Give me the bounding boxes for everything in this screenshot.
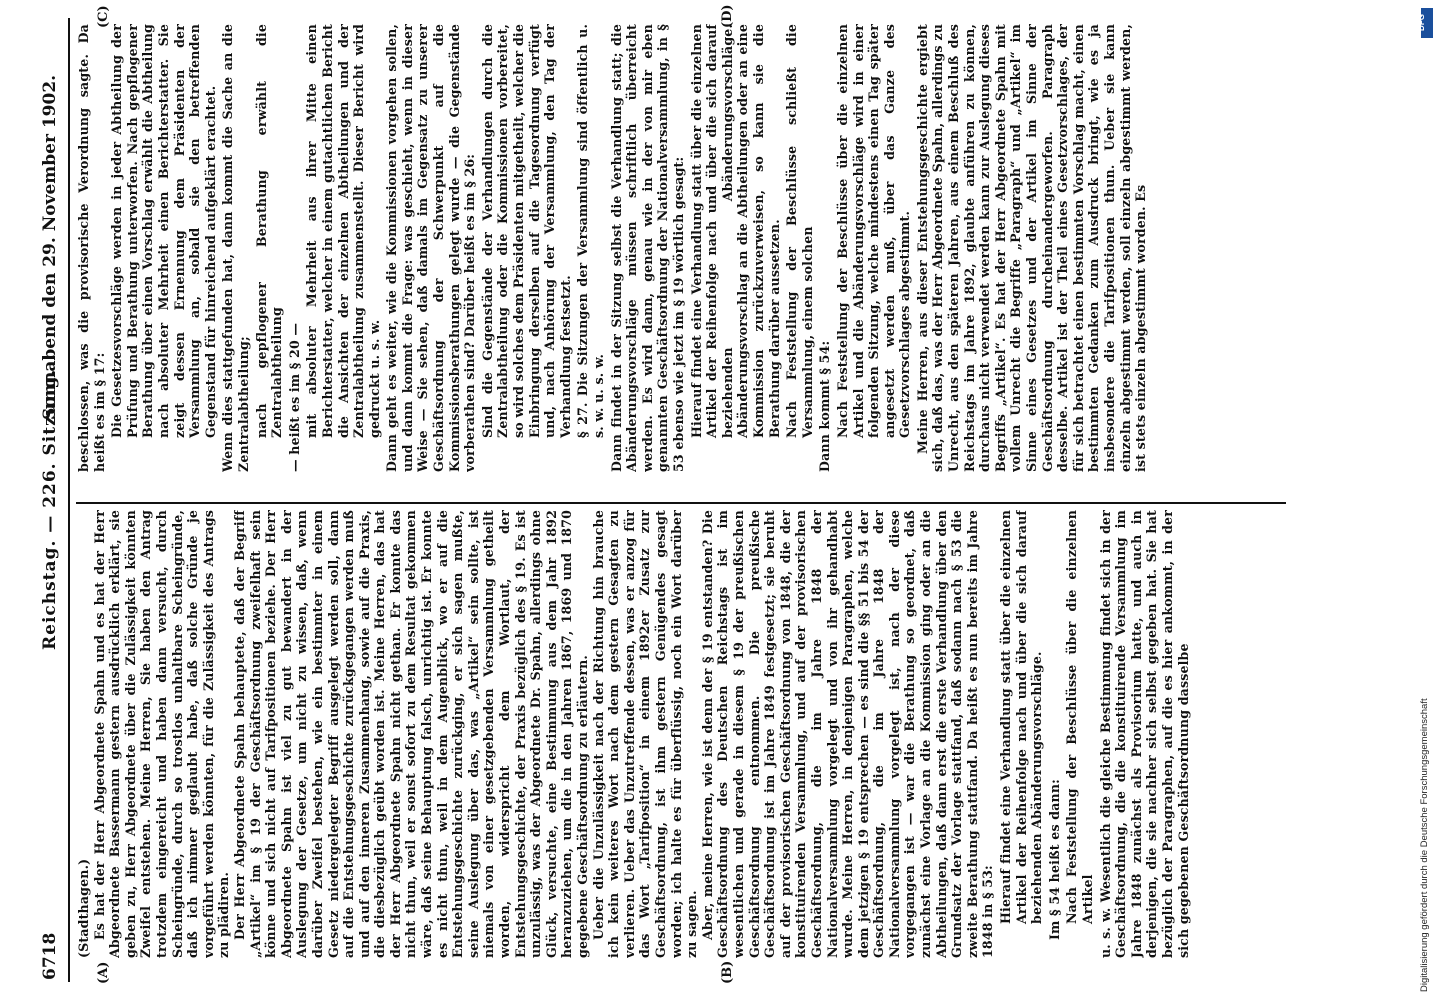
quotation: mit absoluter Mehrheit aus ihrer Mitte einen Berichterstatter, welcher in einem gutachtlichen Bericht die Ansichten der einzelnen Abtheilungen und der Zentralabtheilung zusammenstellt. Dieser Bericht wird gedruckt u. s. w.	[304, 24, 382, 438]
speaker-label: (Stadthagen.)	[76, 858, 91, 958]
margin-marker-a: (A)	[96, 961, 111, 984]
paragraph: Meine Herren, aus dieser Entstehungsgeschichte ergiebt sich, daß das, was der Herr Abgeordnete Spahn, allerdings zu Unrecht, aus den späteren Jahren, aus einem Beschluß des Reichstags im Jahre 1892, glaubte anführen zu können, durchaus nicht verwendet werden kann zur Auslegung dieses Begriffs „Artikel“. Es hat der Herr Abgeordnete Spahn mit vollem Unrecht die Begriffe „Paragraph“ und „Artikel“ im Sinne eines Gesetzes und der Artikel im Sinne der Geschäftsordnung durcheinandergeworfen. Paragraph desselbe. Artikel ist der Theil eines Gesetzvorschlages, der für sich betrachtet einen bestimmten Vorschlag macht, einen bestimmten Gedanken zum Ausdruck bringt, wie es ja insbesondere die Tarifpositionen thun. Ueber sie kann einzeln abgestimmt werden, soll einzeln abgestimmt werden, ist stets einzeln abgestimmt worden. Es	[914, 24, 1149, 472]
paragraph: Dann geht es weiter, wie die Kommissionen vorgehen sollen, und dann kommt die Frage: was geschieht, wenn in dieser Weise — Sie sehen, daß damals im Gegensatz zu unserer Geschäftsordnung der Schwerpunkt auf die Kommissionsberathungen gelegt wurde — die Gegenstände vorberathen sind? Darüber heißt es im § 26:	[384, 24, 478, 472]
quotation: Nach Feststellung der Beschlüsse über die einzelnen Artikel und die Abänderungsvorschläge wird in einer folgenden Sitzung, welche mindestens einen Tag später angesetzt werden muß, über das Ganze des Gesetzvorschlages abgestimmt.	[834, 24, 913, 438]
quotation: Die Gesetzesvorschläge werden in jeder Abtheilung der Prüfung und Berathung unterworfen. Nach gepflogener Berathung über einen Vorschlag erwählt die Abtheilung nach absoluter Mehrheit einen Berichterstatter. Sie zeigt dessen Ernennung dem Präsidenten der Versammlung an, sobald sie den betreffenden Gegenstand für hinreichend aufgeklärt erachtet.	[109, 24, 218, 438]
digitization-credit	[1418, 8, 1432, 992]
quotation: Nach Feststellung der Beschlüsse über die einzelnen Artikel	[1064, 510, 1095, 924]
paragraph: Dann findet in der Sitzung selbst die Verhandlung statt; die Abänderungsvorschläge müssen schriftlich überreicht werden. Es wird dann, genau wie in der von mir eben genannten Geschäftsordnung der Nationalversammlung, in § 53 ebenso wie jetzt im § 19 wörtlich gesagt:	[608, 24, 686, 472]
paragraph: — heißt es im § 20 —	[286, 322, 302, 472]
paragraph: Im § 54 heißt es dann:	[1046, 779, 1062, 940]
quotation: Sind die Gegenstände der Verhandlungen durch die Zentralabtheilung oder die Kommissionen vorbereitet, so wird solches dem Präsidenten mitgetheilt, welcher die Einbringung derselben auf die Tagesordnung verfügt und, nach Anhörung der Versammlung, den Tag der Verhandlung festsetzt.	[479, 24, 573, 438]
page-number: 6718	[40, 932, 60, 980]
quotation: Hierauf findet eine Verhandlung statt über die einzelnen Artikel der Reihenfolge nach und über die sich darauf beziehenden Abänderungsvorschläge.	[998, 510, 1045, 924]
paragraph: Ueber die Unzulässigkeit nach der Richtung hin brauche ich kein weiteres Wort nach dem gestern Gesagten zu verlieren. Ueber das Unzutreffende dessen, was er anzog für das Wort „Tarifposition“ in einem 1892er Zusatz zur Geschäftsordnung, ist ihm gestern Genügendes gesagt worden; ich halte es für überflüssig, noch ein Wort darüber zu sagen.	[590, 510, 700, 958]
right-column	[76, 24, 1291, 472]
left-column	[76, 510, 1291, 958]
paragraph: Es hat der Herr Abgeordnete Spahn und es hat der Herr Abgeordnete Bassermann gestern ausdrücklich erklärt, sie geben zu, Herr Abgeordnete über die Zulässigkeit könnten Zweifel entstehen. Meine Herren, Sie haben den Antrag trotzdem eingereicht und haben dann versucht, durch Scheingründe, durch so trostlos unhaltbare Scheingründe, daß ich nimmer geglaubt habe, daß solche Gründe je vorgeführt werden könnten, für die Zulässigkeit des Antrags zu plädiren.	[91, 510, 232, 958]
margin-marker-c: (C)	[96, 5, 111, 28]
credit-text: Digitalisierung gefördert durch die Deutsche Forschungsgemeinschaft	[1419, 698, 1430, 992]
quotation: § 27. Die Sitzungen der Versammlung sind öffentlich u. s. w. u. s. w.	[575, 24, 606, 438]
paragraph: u. s. w. Wesentlich die gleiche Bestimmung findet sich in der Geschäftsordnung, die die konstituirende Versammlung im Jahre 1848 zunächst als Provisorium hatte, und auch in derjenigen, die sie nachher sich selbst gegeben hat. Sie hat bezüglich der Paragraphen, auf die es hier ankommt, in der sich gegebenen Geschäftsordnung dasselbe	[1097, 510, 1191, 958]
paragraph: Dann kommt § 54:	[817, 340, 833, 472]
quotation: Hierauf findet eine Verhandlung statt über die einzelnen Artikel der Reihenfolge nach und über die sich darauf beziehenden Abänderungsvorschläge. Abänderungsvorschlag an die Abtheilungen oder an eine Kommission zurückzuverweisen, so kann sie die Berathung darüber aussetzen.	[688, 24, 782, 438]
paragraph: Der Herr Abgeordnete Spahn behauptete, daß der Begriff „Artikel“ im § 19 der Geschäftsordnung zweifelhaft sein könne und sich nicht auf Tarifpositionen beziehe. Der Herr Abgeordnete Spahn ist viel zu gut bewandert in der Auslegung der Gesetze, um nicht zu wissen, daß, wenn darüber Zweifel bestehen, wie ein bestimmter in einem Gesetz niedergelegter Begriff ausgelegt werden soll, dann auf die Entstehungsgeschichte zurückgegangen werden muß und auf den inneren Zusammenhang, sowie auf die Praxis, die diesbezüglich geübt worden ist. Meine Herren, das hat der Herr Abgeordnete Spahn nicht gethan. Er konnte das nicht thun, weil er sonst sofort zu dem Resultat gekommen wäre, daß seine Behauptung falsch, unrichtig ist. Er konnte es nicht thun, weil in dem Augenblick, wo er auf die Entstehungsgeschichte zurückging, er sich sagen mußte, seine Auslegung über das, was „Artikel“ sein sollte, ist niemals von einer gesetzgebenden Versammlung getheilt worden, widerspricht dem Wortlaut, der Entstehungsgeschichte, der Praxis bezüglich des § 19. Es ist unzulässig, was der Abgeordnete Dr. Spahn, allerdings ohne Glück, versuchte, eine Bestimmung aus dem Jahr 1892 heranzuziehen, um die in den Jahren 1867, 1869 und 1870 gegebene Geschäftsordnung zu erläutern.	[231, 510, 590, 958]
column-divider	[76, 502, 1286, 504]
quotation: nach gepflogener Berathung erwählt die Zentralabtheilung	[253, 24, 285, 438]
margin-marker-b: (B)	[720, 960, 735, 984]
paragraph: Wenn dies stattgefunden hat, dann kommt die Sache an die Zentralabtheilung;	[220, 24, 251, 472]
page-header	[38, 18, 66, 980]
page-title: Reichstag. — 226. Sitzung.	[40, 368, 60, 650]
margin-marker-d: (D)	[720, 4, 735, 28]
paragraph: beschlossen, was die provisorische Verordnung sagte. Da heißt es im § 17:	[76, 24, 107, 472]
paragraph: Aber, meine Herren, wie ist denn der § 19 entstanden? Die Geschäftsordnung des Deutschen Reichstags ist im wesentlichen und gerade in diesem § 19 der preußischen Geschäftsordnung entnommen. Die preußische Geschäftsordnung ist im Jahre 1849 festgesetzt; sie beruht auf der provisorischen Geschäftsordnung von 1848, die der konstituirenden Versammlung, und auf der provisorischen Geschäftsordnung, die im Jahre 1848 der Nationalversammlung vorgelegt und von ihr gehandhabt wurde. Meine Herren, in denjenigen Paragraphen, welche dem jetzigen § 19 entsprechen — es sind die §§ 51 bis 54 der Geschäftsordnung, die im Jahre 1848 der Nationalversammlung vorgelegt ist, nach der diese vorgegangen ist — war die Berathung so geordnet, daß zunächst eine Vorlage an die Kommission ging oder an die Abtheilungen, daß dann erst die erste Verhandlung über den Grundsatz der Vorlage stattfand, daß sodann nach § 53 die zweite Berathung stattfand. Da heißt es nun bereits im Jahre 1848 in § 53:	[699, 510, 996, 958]
session-date: Sonnabend den 29. November 1902.	[40, 74, 60, 420]
dfg-logo-icon: DFG	[1421, 8, 1433, 38]
header-rule	[68, 18, 70, 982]
quotation: Nach Feststellung der Beschlüsse schließt die Versammlung, einem solchen	[784, 24, 815, 438]
